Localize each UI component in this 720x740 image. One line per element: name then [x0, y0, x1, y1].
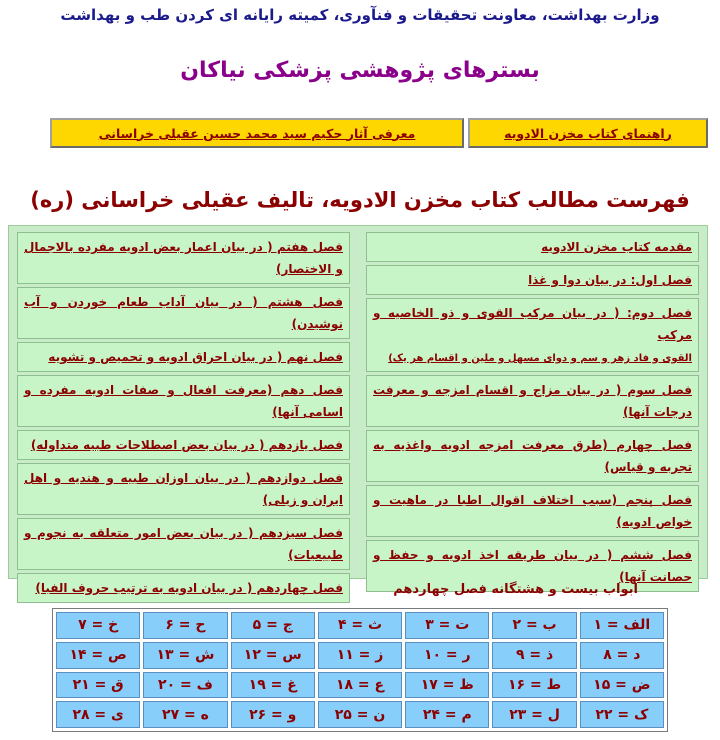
toc-link-intro[interactable]: مقدمه کتاب مخزن الادویه — [366, 232, 699, 262]
abwab-cell[interactable]: ح = ۶ — [143, 612, 227, 639]
nav-link-guide[interactable]: راهنمای کتاب مخزن الادویه — [468, 118, 708, 148]
abwab-cell[interactable]: ز = ۱۱ — [318, 642, 402, 669]
abwab-row — [56, 701, 664, 728]
toc-link-chapter-9[interactable]: فصل نهم ( در بیان احراق ادویه و تحمیص و تشویه — [17, 342, 350, 372]
abwab-cell[interactable]: ق = ۲۱ — [56, 672, 140, 699]
toc-link-chapter-11[interactable]: فصل یازدهم ( در بیان بعض اصطلاحات طبیه متداوله) — [17, 430, 350, 460]
abwab-cell[interactable]: ط = ۱۶ — [492, 672, 576, 699]
abwab-cell[interactable]: ذ = ۹ — [492, 642, 576, 669]
abwab-cell[interactable]: ض = ۱۵ — [580, 672, 664, 699]
abwab-cell[interactable]: م = ۲۴ — [405, 701, 489, 728]
toc-link-chapter-7[interactable]: فصل هفتم ( در بیان اعمار بعض ادویه مفرده بالاجمال و الاختصار) — [17, 232, 350, 284]
toc-column-left — [17, 232, 350, 603]
toc-link-chapter-2-line1: فصل دوم: ( در بیان مرکب القوی و ذو الخاصیه و مرکب — [373, 306, 692, 342]
abwab-cell[interactable]: ب = ۲ — [492, 612, 576, 639]
toc-column-right — [366, 232, 699, 592]
abwab-cell[interactable]: غ = ۱۹ — [231, 672, 315, 699]
abwab-title: ابواب بیست و هشتگانه فصل چهاردهم — [393, 582, 638, 597]
toc-link-chapter-14[interactable]: فصل چهاردهم ( در بیان ادویه به ترتیب حروف الفبا) — [17, 573, 350, 603]
abwab-cell[interactable]: ظ = ۱۷ — [405, 672, 489, 699]
toc-link-chapter-1[interactable]: فصل اول: در بیان دوا و غذا — [366, 265, 699, 295]
abwab-cell[interactable]: ت = ۳ — [405, 612, 489, 639]
abwab-cell[interactable]: س = ۱۲ — [231, 642, 315, 669]
toc-link-chapter-3[interactable]: فصل سوم ( در بیان مزاج و اقسام امزجه و معرفت درجات آنها) — [366, 375, 699, 427]
toc-link-chapter-10[interactable]: فصل دهم (معرفت افعال و صفات ادویه مفرده و اسامی آنها) — [17, 375, 350, 427]
toc-link-chapter-2[interactable] — [366, 298, 699, 372]
ministry-header: وزارت بهداشت، معاونت تحقیقات و فنآوری، کمیته رایانه ای کردن طب و بهداشت — [60, 6, 660, 24]
toc-link-chapter-6[interactable]: فصل ششم ( در بیان طریقه اخذ ادویه و حفظ و حصانت آنها) — [366, 540, 699, 592]
abwab-cell[interactable]: ج = ۵ — [231, 612, 315, 639]
abwab-row — [56, 642, 664, 669]
toc-link-chapter-12[interactable]: فصل دوازدهم ( در بیان اوزان طبیه و هندیه و اهل ایران و زیلی) — [17, 463, 350, 515]
abwab-row — [56, 612, 664, 639]
site-title: بسترهای پژوهشی پزشکی نیاکان — [180, 58, 540, 83]
abwab-cell[interactable]: ل = ۲۳ — [492, 701, 576, 728]
toc-link-chapter-13[interactable]: فصل سیزدهم ( در بیان بعض امور متعلقه به نجوم و طبیعیات) — [17, 518, 350, 570]
abwab-cell[interactable]: ی = ۲۸ — [56, 701, 140, 728]
nav-bar — [12, 118, 708, 148]
abwab-cell[interactable]: ن = ۲۵ — [318, 701, 402, 728]
toc-link-chapter-4[interactable]: فصل چهارم (طرق معرفت امزجه ادویه واغذیه به تجربه و قیاس) — [366, 430, 699, 482]
abwab-cell[interactable]: ر = ۱۰ — [405, 642, 489, 669]
abwab-cell[interactable]: ش = ۱۳ — [143, 642, 227, 669]
toc-link-chapter-8[interactable]: فصل هشتم ( در بیان آداب طعام خوردن و آب نوشیدن) — [17, 287, 350, 339]
abwab-row — [56, 672, 664, 699]
abwab-cell[interactable]: الف = ۱ — [580, 612, 664, 639]
abwab-cell[interactable]: ک = ۲۲ — [580, 701, 664, 728]
abwab-cell[interactable]: و = ۲۶ — [231, 701, 315, 728]
nav-link-works[interactable]: معرفی آثار حکیم سید محمد حسین عقیلی خراسانی — [50, 118, 464, 148]
abwab-cell[interactable]: ث = ۴ — [318, 612, 402, 639]
abwab-cell[interactable]: ص = ۱۴ — [56, 642, 140, 669]
abwab-cell[interactable]: ه = ۲۷ — [143, 701, 227, 728]
toc-link-chapter-2-line2: القوی و فاد زهر و سم و دوای مسهل و ملین و اقسام هر یک) — [388, 353, 692, 364]
abwab-cell[interactable]: خ = ۷ — [56, 612, 140, 639]
abwab-cell[interactable]: ف = ۲۰ — [143, 672, 227, 699]
toc-title: فهرست مطالب کتاب مخزن الادویه، تالیف عقیلی خراسانی (ره) — [30, 188, 690, 212]
abwab-table — [52, 608, 668, 732]
abwab-cell[interactable]: ع = ۱۸ — [318, 672, 402, 699]
toc-link-chapter-5[interactable]: فصل پنجم (سبب اختلاف اقوال اطبا در ماهیت و خواص ادویه) — [366, 485, 699, 537]
abwab-cell[interactable]: د = ۸ — [580, 642, 664, 669]
